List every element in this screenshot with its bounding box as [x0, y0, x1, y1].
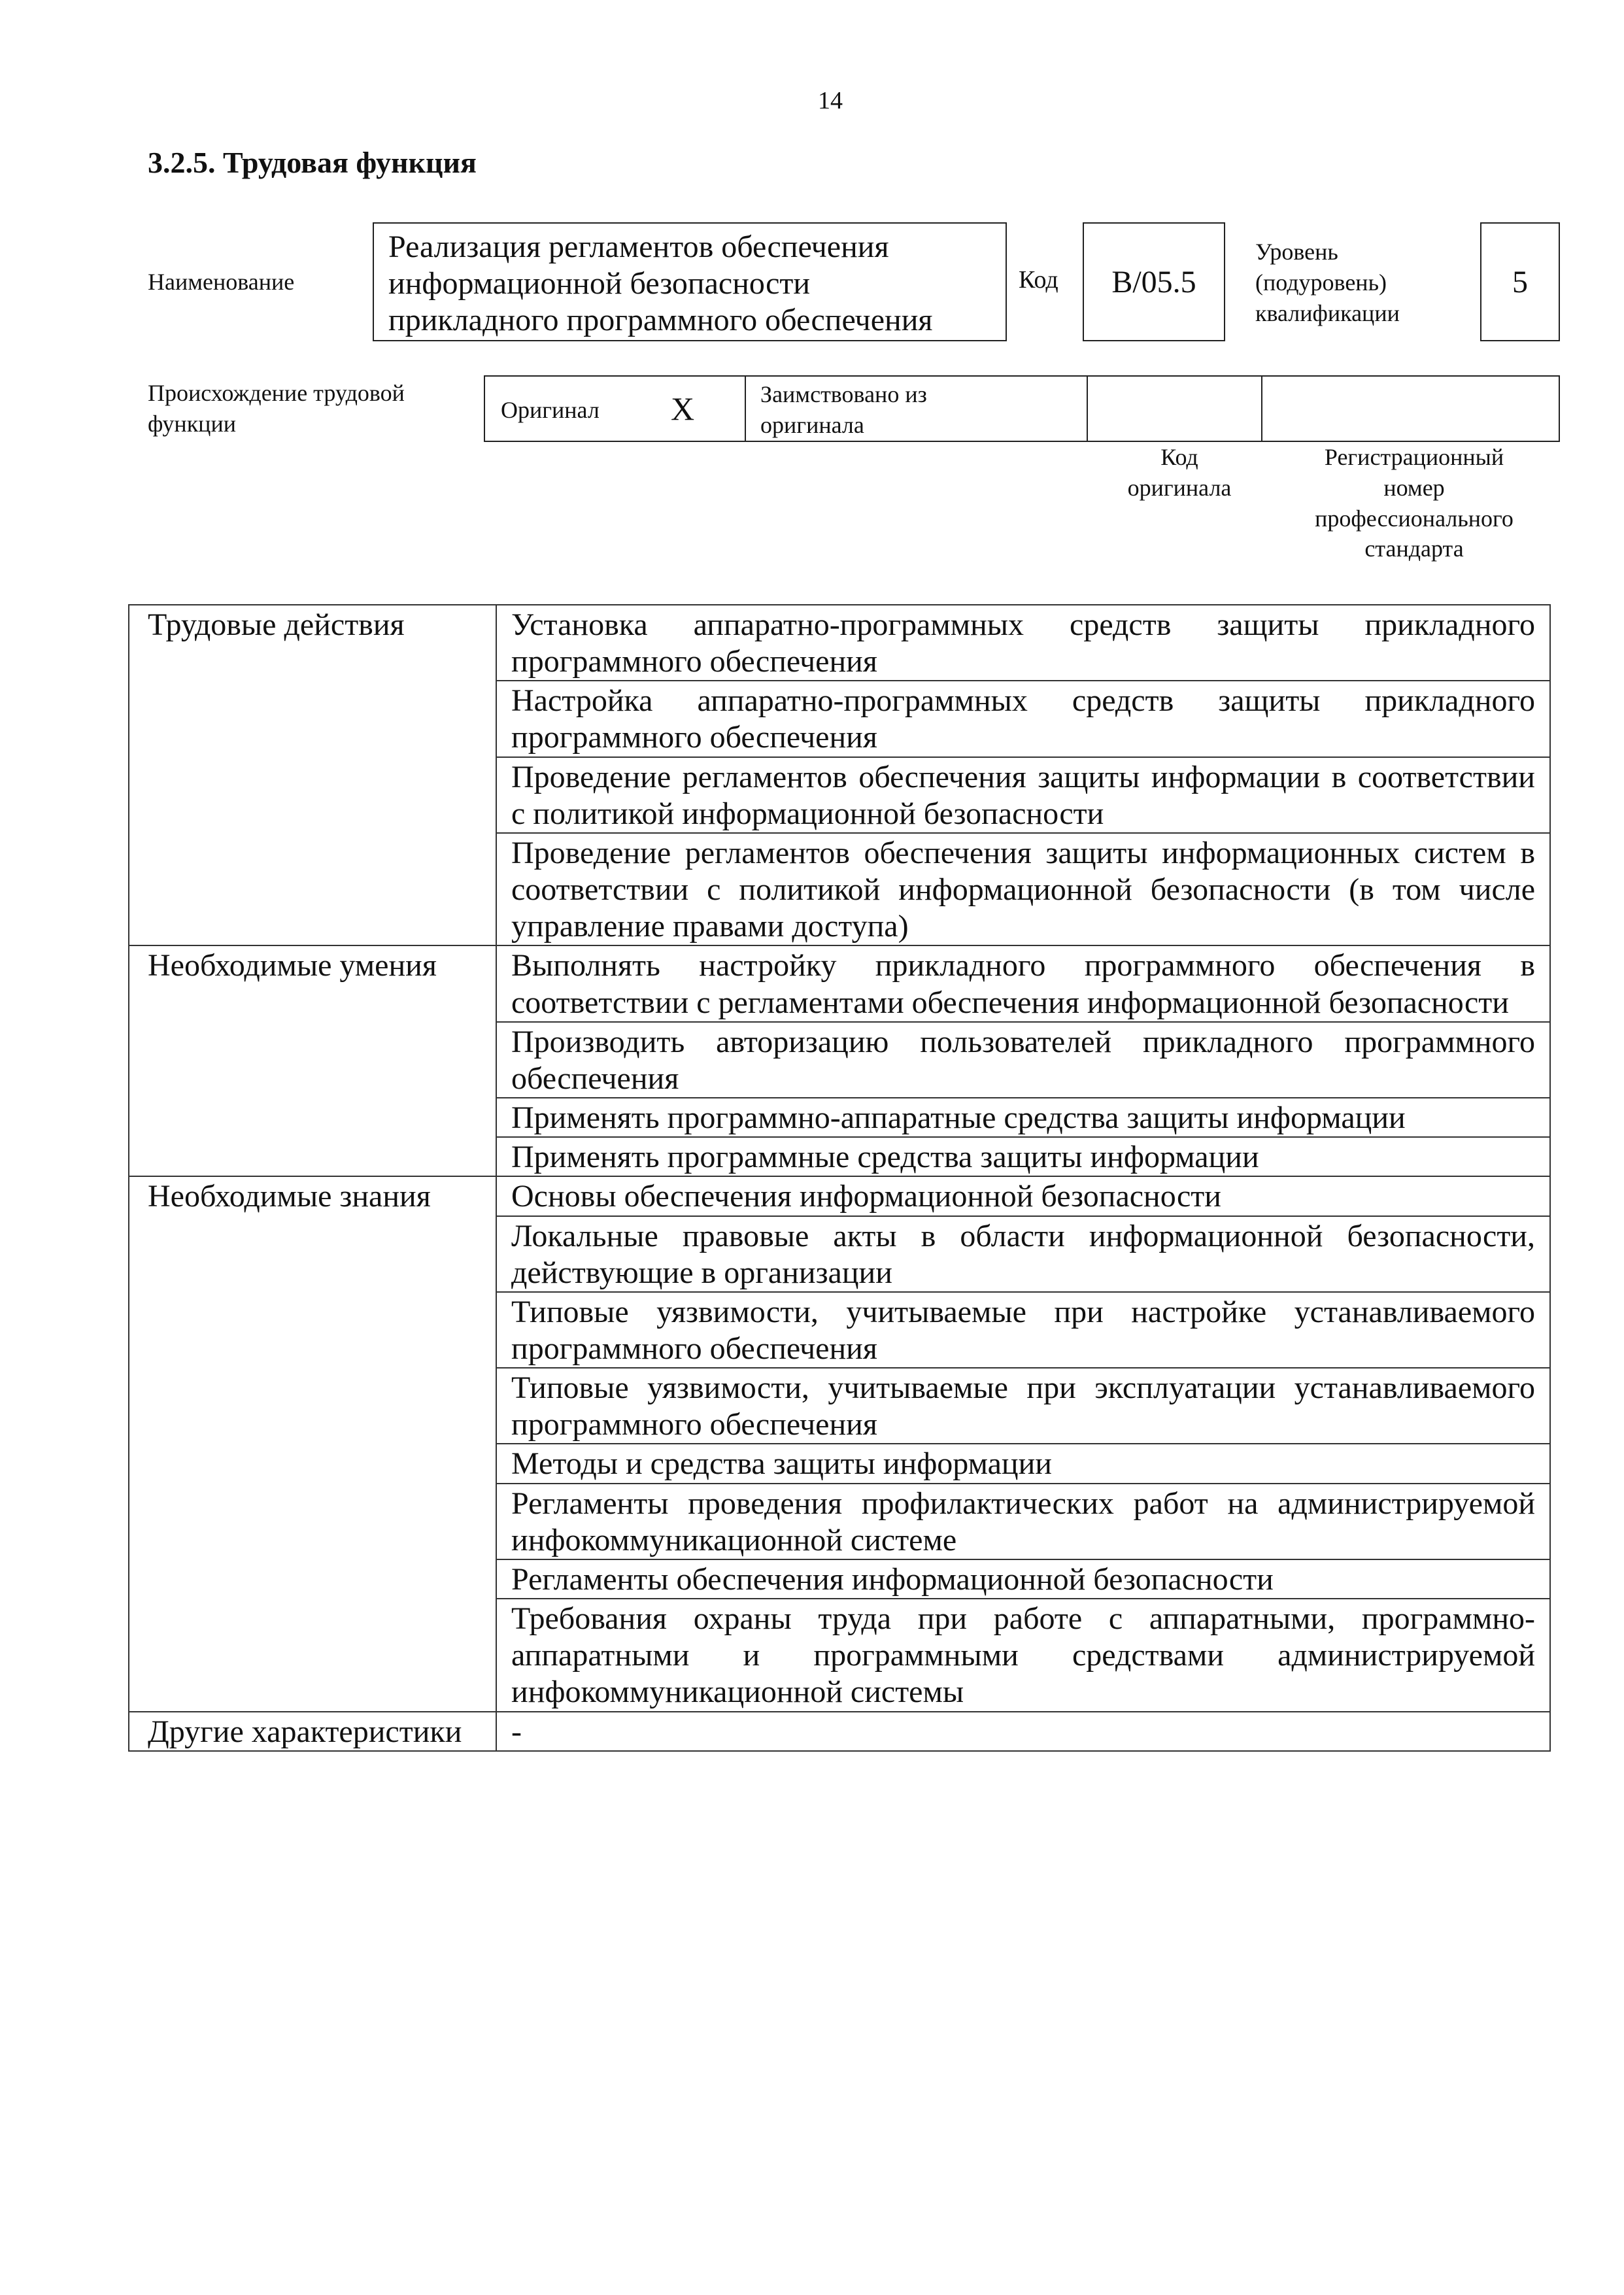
level-box [1480, 222, 1560, 341]
name-label: Наименование [148, 269, 295, 295]
item-cell: Производить авторизацию пользователей прикладного программного обеспечения [496, 1022, 1550, 1098]
caption-line: Код [1160, 444, 1198, 470]
code-value: B/05.5 [1111, 264, 1196, 299]
section-title: 3.2.5. Трудовая функция [148, 146, 477, 179]
table-row [129, 605, 1550, 681]
item-cell: Методы и средства защиты информации [496, 1444, 1550, 1483]
code-original-cell [1088, 377, 1262, 441]
caption-line: профессионального [1315, 505, 1514, 532]
category-cell: Необходимые знания [129, 1176, 496, 1711]
function-details-table [128, 604, 1551, 1752]
borrowed-cell [746, 377, 1088, 441]
original-label: Оригинал [501, 397, 600, 423]
category-cell: Необходимые умения [129, 945, 496, 1176]
borrowed-label-line: Заимствовано из [760, 381, 927, 407]
item-cell: Применять программные средства защиты информации [496, 1137, 1550, 1176]
origin-label-line: функции [148, 410, 236, 437]
origin-label [148, 378, 405, 439]
function-name-box [373, 222, 1007, 341]
function-name-line: прикладного программного обеспечения [388, 303, 933, 338]
code-original-caption [1092, 442, 1267, 503]
item-cell: Регламенты проведения профилактических работ на администрируемой инфокоммуникационной системе [496, 1484, 1550, 1559]
item-cell: Выполнять настройку прикладного программного обеспечения в соответствии с регламентами обеспечения информационной безопасности [496, 945, 1550, 1021]
item-cell: Типовые уязвимости, учитываемые при настройке устанавливаемого программного обеспечения [496, 1292, 1550, 1368]
level-label-line: (подуровень) [1255, 269, 1387, 296]
origin-label-line: Происхождение трудовой [148, 380, 405, 406]
code-box [1083, 222, 1225, 341]
item-cell: Типовые уязвимости, учитываемые при эксплуатации устанавливаемого программного обеспечения [496, 1368, 1550, 1444]
reg-number-caption [1266, 442, 1563, 564]
table-row [129, 945, 1550, 1021]
level-label-line: Уровень [1255, 239, 1338, 265]
original-cell [485, 377, 746, 441]
item-cell: - [496, 1712, 1550, 1751]
item-cell: Основы обеспечения информационной безопасности [496, 1176, 1550, 1216]
level-value: 5 [1512, 264, 1528, 299]
category-cell: Трудовые действия [129, 605, 496, 945]
borrowed-label-line: оригинала [760, 411, 864, 438]
reg-number-cell [1262, 377, 1559, 441]
page-number: 14 [818, 87, 843, 114]
item-cell: Настройка аппаратно-программных средств защиты прикладного программного обеспечения [496, 681, 1550, 756]
item-cell: Проведение регламентов обеспечения защиты информации в соответствии с политикой информационной безопасности [496, 757, 1550, 833]
item-cell: Требования охраны труда при работе с аппаратными, программно-аппаратными и программными средствами администрируемой инфокоммуникационной системы [496, 1599, 1550, 1711]
level-label-line: квалификации [1255, 299, 1400, 326]
level-label [1255, 237, 1400, 328]
table-row [129, 1712, 1550, 1751]
category-cell: Другие характеристики [129, 1712, 496, 1751]
item-cell: Применять программно-аппаратные средства защиты информации [496, 1098, 1550, 1137]
original-mark: X [671, 390, 695, 427]
origin-strip [484, 375, 1560, 442]
item-cell: Проведение регламентов обеспечения защиты информационных систем в соответствии с политикой информационной безопасности (в том числе управление правами доступа) [496, 833, 1550, 945]
table-row [129, 1176, 1550, 1216]
item-cell: Регламенты обеспечения информационной безопасности [496, 1559, 1550, 1599]
borrowed-label [760, 379, 927, 441]
item-cell: Локальные правовые акты в области информационной безопасности, действующие в организации [496, 1216, 1550, 1292]
caption-line: Регистрационный [1324, 444, 1504, 470]
caption-line: оригинала [1127, 474, 1232, 501]
item-cell: Установка аппаратно-программных средств защиты прикладного программного обеспечения [496, 605, 1550, 681]
function-name-line: Реализация регламентов обеспечения [388, 230, 889, 264]
caption-line: номер [1383, 474, 1445, 501]
function-name-line: информационной безопасности [388, 266, 811, 301]
code-label: Код [1019, 266, 1058, 294]
caption-line: стандарта [1364, 536, 1464, 562]
